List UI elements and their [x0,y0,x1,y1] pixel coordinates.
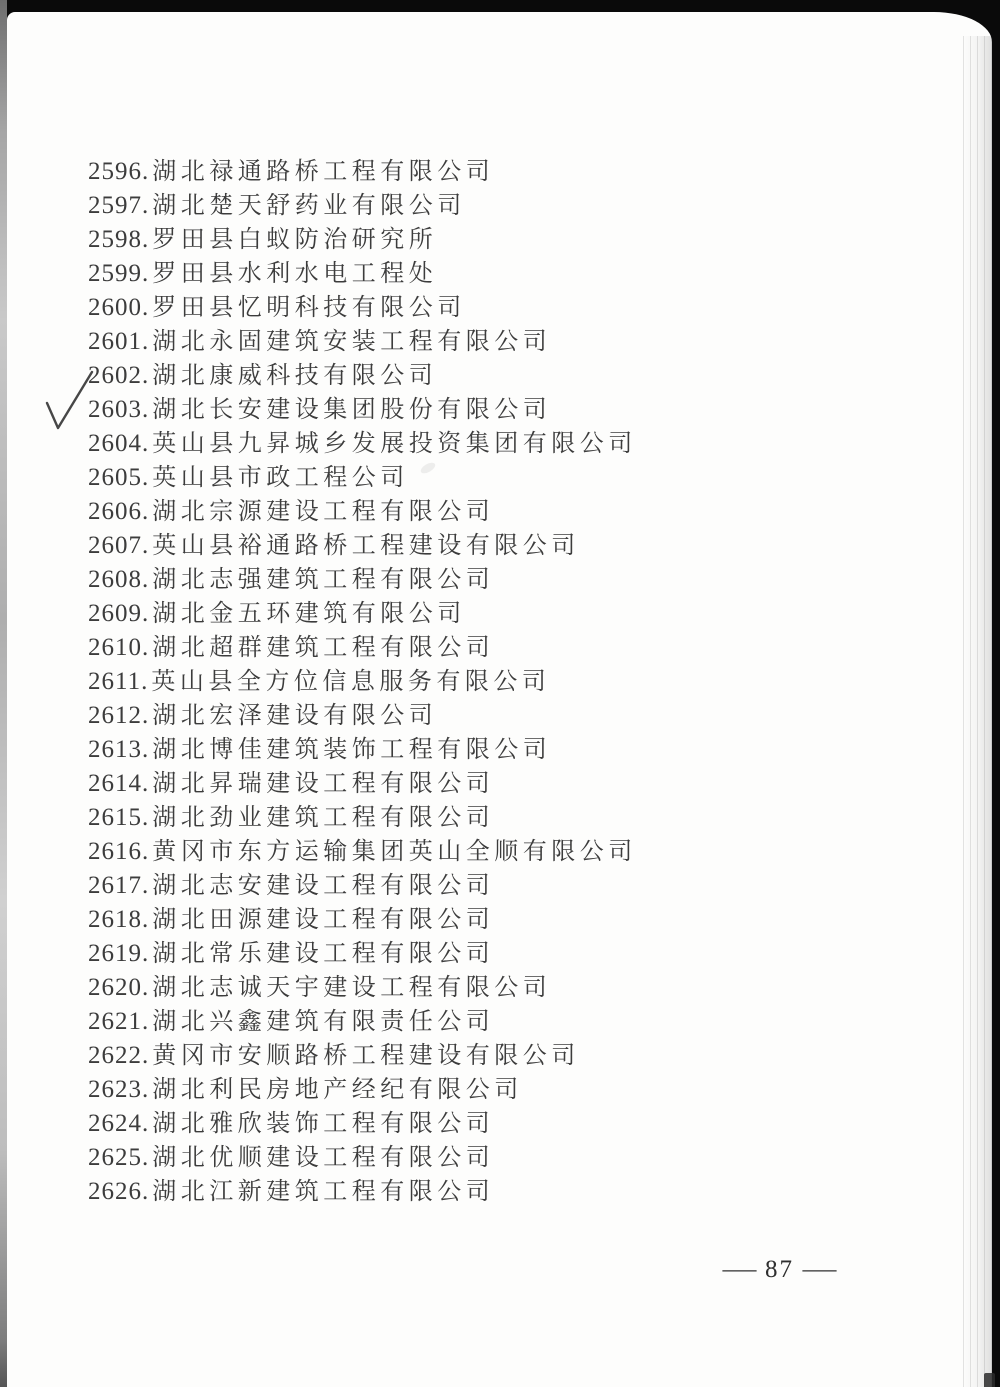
entry-number: 2611. [88,668,149,695]
company-list-item [88,359,637,393]
company-list-item [88,631,637,665]
scan-corner-mark [984,1373,995,1387]
company-list-item [88,937,637,971]
entry-number: 2612. [88,702,150,729]
company-list-item [88,223,637,257]
entry-number: 2602. [88,362,150,389]
company-name: 湖北博佳建筑装饰工程有限公司 [152,737,552,763]
entry-number: 2610. [88,634,150,661]
company-name: 湖北志强建筑工程有限公司 [152,567,495,593]
entry-number: 2615. [88,804,150,831]
book-gutter-shadow [0,0,7,1387]
entry-number: 2621. [88,1008,150,1035]
company-name: 湖北宗源建设工程有限公司 [152,499,495,525]
company-list-item [88,393,637,427]
company-name: 湖北优顺建设工程有限公司 [152,1145,495,1171]
company-name: 湖北雅欣装饰工程有限公司 [152,1111,495,1137]
company-name: 湖北利民房地产经纪有限公司 [152,1077,523,1103]
company-name: 罗田县白蚁防治研究所 [152,227,438,253]
entry-number: 2620. [88,974,150,1001]
company-list-item [88,1141,637,1175]
company-name: 黄冈市东方运输集团英山全顺有限公司 [152,839,637,865]
entry-number: 2622. [88,1042,150,1069]
entry-number: 2599. [88,260,150,287]
company-name: 黄冈市安顺路桥工程建设有限公司 [152,1043,580,1069]
entry-number: 2619. [88,940,150,967]
company-list-item [88,971,637,1005]
company-list-item [88,529,637,563]
company-name: 湖北昇瑞建设工程有限公司 [152,771,495,797]
company-name: 英山县九昇城乡发展投资集团有限公司 [152,431,637,457]
company-name: 湖北兴鑫建筑有限责任公司 [152,1009,495,1035]
company-list-item [88,801,637,835]
footer-dash-right: — [802,1256,837,1283]
entry-number: 2597. [88,192,150,219]
entry-number: 2598. [88,226,150,253]
company-list-item [88,257,637,291]
entry-number: 2626. [88,1178,150,1205]
entry-number: 2616. [88,838,150,865]
company-list-item [88,1073,637,1107]
entry-number: 2601. [88,328,150,355]
entry-number: 2604. [88,430,150,457]
company-name: 湖北超群建筑工程有限公司 [152,635,495,661]
entry-number: 2609. [88,600,150,627]
company-name: 罗田县水利水电工程处 [152,261,438,287]
company-name: 湖北常乐建设工程有限公司 [152,941,495,967]
company-list-item [88,1005,637,1039]
company-list-item [88,325,637,359]
entry-number: 2606. [88,498,150,525]
company-name: 湖北楚天舒药业有限公司 [152,193,466,219]
company-list-item [88,835,637,869]
company-name: 湖北志诚天宇建设工程有限公司 [152,975,552,1001]
company-name: 罗田县忆明科技有限公司 [152,295,466,321]
book-page-edges [962,36,992,1387]
company-list-item [88,563,637,597]
company-name: 湖北宏泽建设有限公司 [152,703,438,729]
company-list-item [88,495,637,529]
company-list [88,155,637,1209]
entry-number: 2617. [88,872,150,899]
company-list-item [88,1175,637,1209]
company-list-item [88,869,637,903]
entry-number: 2623. [88,1076,150,1103]
company-name: 湖北康威科技有限公司 [152,363,438,389]
company-name: 湖北金五环建筑有限公司 [152,601,466,627]
company-name: 湖北江新建筑工程有限公司 [152,1179,495,1205]
entry-number: 2613. [88,736,150,763]
footer-dash-left: — [722,1256,757,1283]
page-number: 87 [765,1256,794,1283]
company-name: 英山县市政工程公司 [152,465,409,491]
entry-number: 2607. [88,532,150,559]
entry-number: 2624. [88,1110,150,1137]
company-list-item [88,461,637,495]
company-name: 英山县裕通路桥工程建设有限公司 [152,533,580,559]
company-list-item [88,1107,637,1141]
entry-number: 2605. [88,464,150,491]
company-list-item [88,903,637,937]
entry-number: 2614. [88,770,150,797]
company-list-item [88,767,637,801]
entry-number: 2618. [88,906,150,933]
company-list-item [88,1039,637,1073]
company-list-item [88,699,637,733]
entry-number: 2608. [88,566,150,593]
company-name: 湖北志安建设工程有限公司 [152,873,495,899]
company-name: 湖北永固建筑安装工程有限公司 [152,329,552,355]
company-name: 湖北劲业建筑工程有限公司 [152,805,495,831]
company-list-item [88,155,637,189]
page-footer [722,1256,837,1284]
handwritten-check-icon [44,367,96,435]
entry-number: 2600. [88,294,150,321]
company-list-item [88,291,637,325]
company-list-item [88,427,637,461]
company-name: 湖北禄通路桥工程有限公司 [152,159,495,185]
company-list-item [88,665,637,699]
company-name: 英山县全方位信息服务有限公司 [151,669,551,695]
company-name: 湖北田源建设工程有限公司 [152,907,495,933]
company-list-item [88,189,637,223]
company-name: 湖北长安建设集团股份有限公司 [152,397,552,423]
entry-number: 2625. [88,1144,150,1171]
entry-number: 2603. [88,396,150,423]
company-list-item [88,597,637,631]
paper-sheet [7,12,992,1387]
company-list-item [88,733,637,767]
entry-number: 2596. [88,158,150,185]
